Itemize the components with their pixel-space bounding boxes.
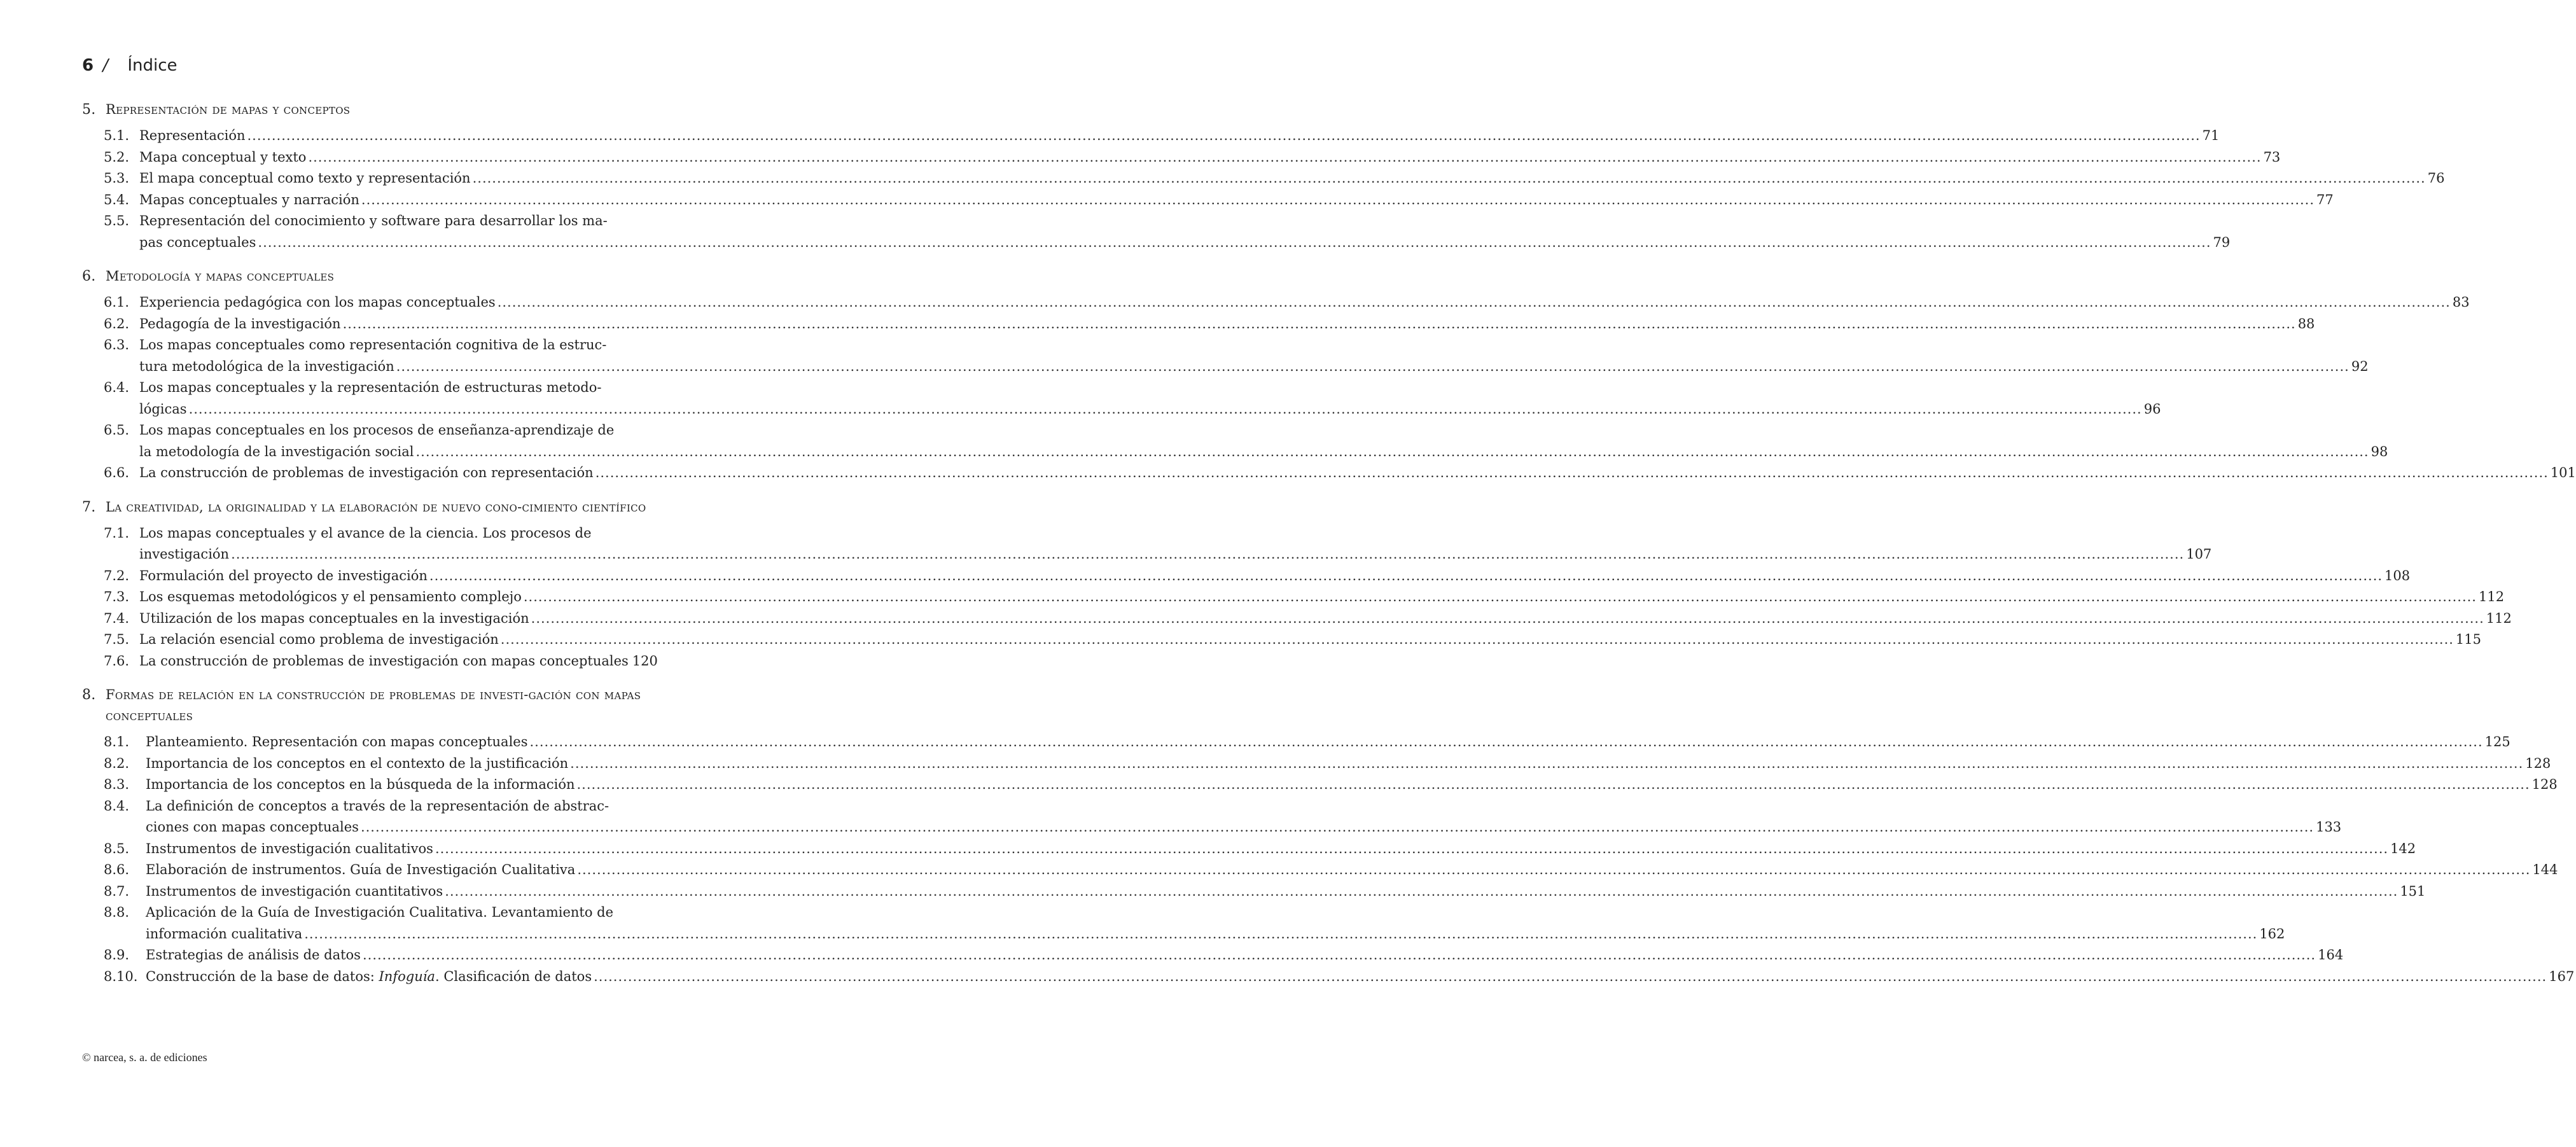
entry-page-number: 133 xyxy=(2316,819,2342,835)
dot-leader: ................................................................................................................................................................................................................................................................................................................................................................................................................ xyxy=(396,358,2350,374)
entry-title: ciones con mapas conceptuales xyxy=(146,819,359,835)
entry-title-first-line: Los mapas conceptuales y el avance de la ciencia. Los procesos de xyxy=(139,525,592,541)
entry-title: lógicas xyxy=(139,401,187,417)
toc-chapter xyxy=(82,685,2575,987)
entry-title: Experiencia pedagógica con los mapas conceptuales xyxy=(139,295,496,310)
entry-title: pas conceptuales xyxy=(139,234,256,250)
toc-entry xyxy=(104,945,2344,966)
entry-page-number: 162 xyxy=(2259,926,2285,942)
toc-entry xyxy=(104,211,2231,253)
dot-leader: ................................................................................................................................................................................................................................................................................................................................................................................................................ xyxy=(445,883,2398,899)
entry-title: La construcción de problemas de investigación con representación xyxy=(139,465,594,480)
chapter-title: Representación de mapas y conceptos xyxy=(106,102,351,117)
entry-page-number: 167 xyxy=(2549,968,2575,984)
entry-title: Importancia de los conceptos en la búsqueda de la información xyxy=(146,777,575,792)
entry-page-number: 83 xyxy=(2452,295,2470,310)
chapter-gap xyxy=(82,672,650,685)
entry-title: Utilización de los mapas conceptuales en la investigación xyxy=(139,610,529,626)
entry-title: El mapa conceptual como texto y representación xyxy=(139,170,471,186)
toc-entry xyxy=(104,147,2281,169)
entry-number: 8.2. xyxy=(104,755,130,771)
entry-page-number: 144 xyxy=(2532,862,2558,877)
toc-entry xyxy=(104,902,2285,945)
entry-number: 6.1. xyxy=(104,295,130,310)
chapter-heading xyxy=(82,497,650,518)
entry-number: 6.6. xyxy=(104,465,130,480)
entry-title-first-line: Representación del conocimiento y software para desarrollar los ma- xyxy=(139,213,608,228)
entry-title: Importancia de los conceptos en el contexto de la justificación xyxy=(146,755,569,771)
dot-leader: ................................................................................................................................................................................................................................................................................................................................................................................................................ xyxy=(308,149,2262,165)
toc-entry xyxy=(104,774,2558,796)
entry-title: Planteamiento. Representación con mapas conceptuales xyxy=(146,734,528,749)
toc-chapter xyxy=(82,99,2445,253)
entry-page-number: 142 xyxy=(2390,840,2416,856)
chapter-number: 8. xyxy=(82,687,96,703)
dot-leader: ................................................................................................................................................................................................................................................................................................................................................................................................................ xyxy=(429,567,2383,583)
dot-leader: ................................................................................................................................................................................................................................................................................................................................................................................................................ xyxy=(577,862,2531,877)
entry-number: 5.4. xyxy=(104,191,130,207)
running-header xyxy=(82,56,178,75)
toc-entry xyxy=(104,566,2411,587)
dot-leader: ................................................................................................................................................................................................................................................................................................................................................................................................................ xyxy=(362,947,2316,963)
entry-number: 5.1. xyxy=(104,128,130,143)
toc-entry xyxy=(104,651,658,672)
entry-title: Construcción de la base de datos: Infoguía. Clasificación de datos xyxy=(146,968,592,984)
dot-leader: ................................................................................................................................................................................................................................................................................................................................................................................................................ xyxy=(497,295,2451,310)
chapter-number: 5. xyxy=(82,102,96,118)
entry-number: 6.5. xyxy=(104,422,130,438)
entry-page-number: 128 xyxy=(2531,777,2558,792)
chapter-title: Formas de relación en la construcción de problemas de investi-gación con mapas conceptuales xyxy=(106,687,641,723)
entry-page-number: 115 xyxy=(2455,632,2482,647)
toc-entry xyxy=(104,732,2510,753)
entry-title-first-line: La definición de conceptos a través de la representación de abstrac- xyxy=(146,798,609,814)
entry-page-number: 125 xyxy=(2484,734,2510,749)
dot-leader: ................................................................................................................................................................................................................................................................................................................................................................................................................ xyxy=(576,777,2530,792)
entry-page-number: 76 xyxy=(2427,170,2445,186)
entry-title: Formulación del proyecto de investigación xyxy=(139,567,428,583)
entry-number: 8.4. xyxy=(104,798,130,814)
entry-page-number: 108 xyxy=(2385,567,2411,583)
dot-leader: ................................................................................................................................................................................................................................................................................................................................................................................................................ xyxy=(570,755,2524,771)
chapter-entries xyxy=(104,523,2512,672)
entry-page-number: 98 xyxy=(2371,443,2388,459)
entry-page-number: 88 xyxy=(2297,316,2315,331)
entry-number: 6.3. xyxy=(104,337,130,352)
chapter-entries xyxy=(104,732,2575,987)
chapter-gap xyxy=(82,484,650,497)
dot-leader: ................................................................................................................................................................................................................................................................................................................................................................................................................ xyxy=(531,610,2484,626)
entry-number: 7.3. xyxy=(104,589,130,604)
entry-number: 8.6. xyxy=(104,862,130,877)
chapter-number: 7. xyxy=(82,499,96,515)
toc-entry xyxy=(104,168,2445,190)
toc-entry xyxy=(104,125,2220,147)
toc-entry xyxy=(104,753,2551,775)
dot-leader: ................................................................................................................................................................................................................................................................................................................................................................................................................ xyxy=(342,316,2296,331)
table-of-contents xyxy=(82,99,2576,987)
entry-page-number: 112 xyxy=(2486,610,2512,626)
entry-title: Instrumentos de investigación cualitativos xyxy=(146,840,433,856)
entry-title: tura metodológica de la investigación xyxy=(139,358,394,374)
entry-title: Mapas conceptuales y narración xyxy=(139,191,359,207)
toc-entry xyxy=(104,292,2470,314)
entry-title: Los esquemas metodológicos y el pensamiento complejo xyxy=(139,589,522,604)
entry-number: 8.7. xyxy=(104,883,130,899)
entry-page-number: 71 xyxy=(2202,128,2220,143)
toc-entry xyxy=(104,608,2512,630)
dot-leader: ................................................................................................................................................................................................................................................................................................................................................................................................................ xyxy=(360,819,2315,835)
entry-page-number: 73 xyxy=(2263,149,2281,165)
dot-leader: ................................................................................................................................................................................................................................................................................................................................................................................................................ xyxy=(435,840,2389,856)
entry-title-first-line: Los mapas conceptuales y la representación de estructuras metodo- xyxy=(139,380,602,395)
entry-number: 7.5. xyxy=(104,632,130,647)
entry-page-number: 79 xyxy=(2213,234,2231,250)
entry-number: 8.8. xyxy=(104,905,130,920)
chapter-title: La creatividad, la originalidad y la elaboración de nuevo cono-cimiento científico xyxy=(106,499,646,515)
entry-title: investigación xyxy=(139,546,230,562)
entry-number: 7.4. xyxy=(104,610,130,626)
dot-leader: ................................................................................................................................................................................................................................................................................................................................................................................................................ xyxy=(523,589,2477,604)
chapter-number: 6. xyxy=(82,268,96,284)
entry-number: 6.4. xyxy=(104,380,130,395)
entry-number: 8.1. xyxy=(104,734,130,749)
toc-entry xyxy=(104,587,2505,608)
entry-number: 8.10. xyxy=(104,968,138,984)
dot-leader: ................................................................................................................................................................................................................................................................................................................................................................................................................ xyxy=(247,128,2201,143)
entry-title: La relación esencial como problema de investigación xyxy=(139,632,499,647)
entry-page-number: 112 xyxy=(2478,589,2505,604)
dot-leader: ................................................................................................................................................................................................................................................................................................................................................................................................................ xyxy=(361,191,2315,207)
entry-number: 5.2. xyxy=(104,149,130,165)
entry-page-number: 107 xyxy=(2186,546,2212,562)
dot-leader: ................................................................................................................................................................................................................................................................................................................................................................................................................ xyxy=(415,443,2369,459)
toc-chapter xyxy=(82,497,2512,672)
header-separator: / xyxy=(102,56,109,75)
entry-title: Mapa conceptual y texto xyxy=(139,149,307,165)
dot-leader: ................................................................................................................................................................................................................................................................................................................................................................................................................ xyxy=(500,632,2454,647)
toc-entry xyxy=(104,335,2369,377)
page-number: 6 xyxy=(82,56,94,75)
toc-entry xyxy=(104,377,2161,420)
entry-page-number: 92 xyxy=(2351,358,2369,374)
entry-number: 7.2. xyxy=(104,567,130,583)
entry-title: La construcción de problemas de investigación con mapas conceptuales xyxy=(139,653,629,669)
chapter-heading xyxy=(82,685,650,726)
toc-entry xyxy=(104,190,2334,211)
toc-entry xyxy=(104,629,2482,651)
entry-title: información cualitativa xyxy=(146,926,303,942)
entry-number: 8.9. xyxy=(104,947,130,963)
entry-page-number: 101 xyxy=(2550,465,2576,480)
toc-entry xyxy=(104,796,2342,838)
toc-entry xyxy=(104,523,2212,566)
header-section-title: Índice xyxy=(127,56,178,75)
dot-leader: ................................................................................................................................................................................................................................................................................................................................................................................................................ xyxy=(594,968,2547,984)
toc-entry xyxy=(104,462,2576,484)
entry-title: Representación xyxy=(139,128,246,143)
entry-number: 8.5. xyxy=(104,840,130,856)
entry-title-first-line: Los mapas conceptuales en los procesos de enseñanza-aprendizaje de xyxy=(139,422,615,438)
dot-leader: ................................................................................................................................................................................................................................................................................................................................................................................................................ xyxy=(231,546,2185,562)
chapter-heading xyxy=(82,266,650,287)
entry-number: 7.1. xyxy=(104,525,130,541)
chapter-entries xyxy=(104,292,2576,484)
dot-leader: ................................................................................................................................................................................................................................................................................................................................................................................................................ xyxy=(529,734,2483,749)
entry-number: 7.6. xyxy=(104,653,130,669)
entry-page-number: 151 xyxy=(2400,883,2426,899)
toc-entry xyxy=(104,881,2426,903)
entry-title-first-line: Los mapas conceptuales como representación cognitiva de la estruc- xyxy=(139,337,607,352)
toc-entry xyxy=(104,859,2558,881)
toc-chapter xyxy=(82,266,2576,484)
toc-entry xyxy=(104,420,2388,462)
chapter-gap xyxy=(82,253,650,266)
copyright-footer: © narcea, s. a. de ediciones xyxy=(82,1051,207,1064)
entry-number: 5.5. xyxy=(104,213,130,228)
toc-entry xyxy=(104,314,2315,335)
toc-entry xyxy=(104,838,2416,860)
entry-page-number: 77 xyxy=(2316,191,2334,207)
entry-title: Estrategias de análisis de datos xyxy=(146,947,361,963)
entry-title-first-line: Aplicación de la Guía de Investigación Cualitativa. Levantamiento de xyxy=(146,905,614,920)
chapter-entries xyxy=(104,125,2445,253)
dot-leader: ................................................................................................................................................................................................................................................................................................................................................................................................................ xyxy=(595,465,2549,480)
entry-page-number: 128 xyxy=(2525,755,2551,771)
dot-leader: ................................................................................................................................................................................................................................................................................................................................................................................................................ xyxy=(304,926,2258,942)
toc-entry xyxy=(104,966,2575,988)
entry-number: 6.2. xyxy=(104,316,130,331)
chapter-heading xyxy=(82,99,650,120)
chapter-title: Metodología y mapas conceptuales xyxy=(106,268,335,284)
dot-leader: ................................................................................................................................................................................................................................................................................................................................................................................................................ xyxy=(258,234,2211,250)
dot-leader: ................................................................................................................................................................................................................................................................................................................................................................................................................ xyxy=(472,170,2426,186)
entry-number: 5.3. xyxy=(104,170,130,186)
entry-page-number: 96 xyxy=(2143,401,2161,417)
entry-title: Elaboración de instrumentos. Guía de Investigación Cualitativa xyxy=(146,862,576,877)
entry-title: la metodología de la investigación social xyxy=(139,443,414,459)
entry-page-number: 120 xyxy=(632,653,658,669)
dot-leader: ................................................................................................................................................................................................................................................................................................................................................................................................................ xyxy=(188,401,2142,417)
entry-number: 8.3. xyxy=(104,777,130,792)
entry-page-number: 164 xyxy=(2318,947,2344,963)
entry-title: Pedagogía de la investigación xyxy=(139,316,341,331)
entry-title: Instrumentos de investigación cuantitativos xyxy=(146,883,443,899)
